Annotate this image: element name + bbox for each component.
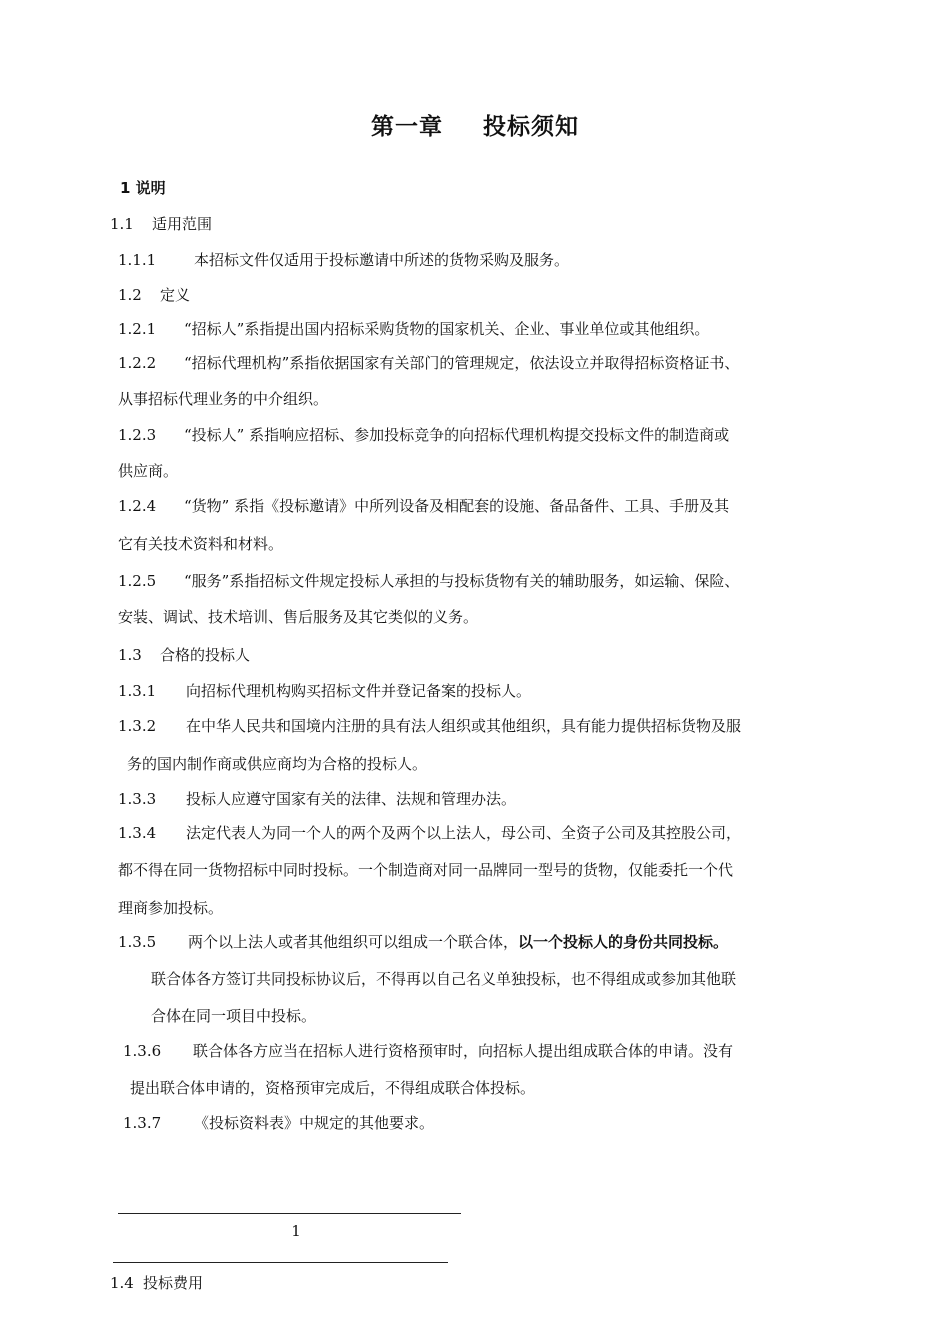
clause-1-2-5: 1.2.5 “服务”系指招标文件规定投标人承担的与投标货物有关的辅助服务，如运输、保险、 — [118, 572, 740, 590]
clause-1-2-2: 1.2.2 “招标代理机构”系指依据国家有关部门的管理规定，依法设立并取得招标资格证书、 — [118, 354, 740, 372]
clause-1-3-2-cont: 务的国内制作商或供应商均为合格的投标人。 — [127, 755, 428, 773]
clause-1-3-4-cont-2: 理商参加投标。 — [118, 899, 224, 917]
clause-1-3-6: 1.3.6 联合体各方应当在招标人进行资格预审时，向招标人提出组成联合体的申请。没有 — [123, 1042, 734, 1060]
clause-1-3-2: 1.3.2 在中华人民共和国境内注册的具有法人组织或其他组织，具有能力提供招标货物及服 — [118, 717, 742, 735]
clause-1-3-3: 1.3.3 投标人应遵守国家有关的法律、法规和管理办法。 — [118, 790, 517, 808]
chapter-title — [0, 112, 950, 142]
clause-1-2-1: 1.2.1 “招标人”系指提出国内招标采购货物的国家机关、企业、事业单位或其他组织。 — [118, 320, 710, 338]
clause-1-2-2-cont: 从事招标代理业务的中介组织。 — [118, 390, 329, 408]
chapter-name: 投标须知 — [483, 114, 579, 140]
clause-1-2-5-cont: 安装、调试、技术培训、售后服务及其它类似的义务。 — [118, 608, 479, 626]
clause-1-2-3: 1.2.3 “投标人” 系指响应招标、参加投标竞争的向招标代理机构提交投标文件的制造商或 — [118, 426, 730, 444]
section-heading-1: 1 说明 — [120, 179, 166, 197]
clause-1-2-3-cont: 供应商。 — [118, 462, 179, 480]
clause-1-2: 1.2 定义 — [118, 286, 191, 304]
clause-1-4: 1.4 投标费用 — [110, 1274, 204, 1292]
page-number: 1 — [291, 1222, 301, 1240]
clause-1-3-1: 1.3.1 向招标代理机构购买招标文件并登记备案的投标人。 — [118, 682, 532, 700]
clause-1-3-5-cont-1: 联合体各方签订共同投标协议后，不得再以自己名义单独投标，也不得组成或参加其他联 — [151, 970, 737, 988]
clause-1-3-5-cont-2: 合体在同一项目中投标。 — [151, 1007, 317, 1025]
footer-rule — [118, 1213, 461, 1214]
clause-1-3-4-cont-1: 都不得在同一货物招标中同时投标。一个制造商对同一品牌同一型号的货物，仅能委托一个代 — [118, 861, 734, 879]
clause-1-3-4: 1.3.4 法定代表人为同一个人的两个及两个以上法人，母公司、全资子公司及其控股公司， — [118, 824, 742, 842]
clause-1-3: 1.3 合格的投标人 — [118, 646, 251, 664]
clause-1-3-7: 1.3.7 《投标资料表》中规定的其他要求。 — [123, 1114, 435, 1132]
chapter-number: 第一章 — [371, 114, 443, 140]
clause-1-1: 1.1 适用范围 — [110, 215, 213, 233]
clause-1-3-5: 1.3.5 两个以上法人或者其他组织可以组成一个联合体，以一个投标人的身份共同投标。 — [118, 933, 729, 951]
clause-1-1-1: 1.1.1 本招标文件仅适用于投标邀请中所述的货物采购及服务。 — [118, 251, 570, 269]
clause-1-3-6-cont: 提出联合体申请的，资格预审完成后，不得组成联合体投标。 — [130, 1079, 536, 1097]
header-rule — [113, 1262, 448, 1263]
emphasis-text: 以一个投标人的身份共同投标。 — [518, 933, 729, 951]
clause-1-2-4: 1.2.4 “货物” 系指《投标邀请》中所列设备及相配套的设施、备品备件、工具、手册及其 — [118, 497, 730, 515]
clause-1-2-4-cont: 它有关技术资料和材料。 — [118, 535, 284, 553]
